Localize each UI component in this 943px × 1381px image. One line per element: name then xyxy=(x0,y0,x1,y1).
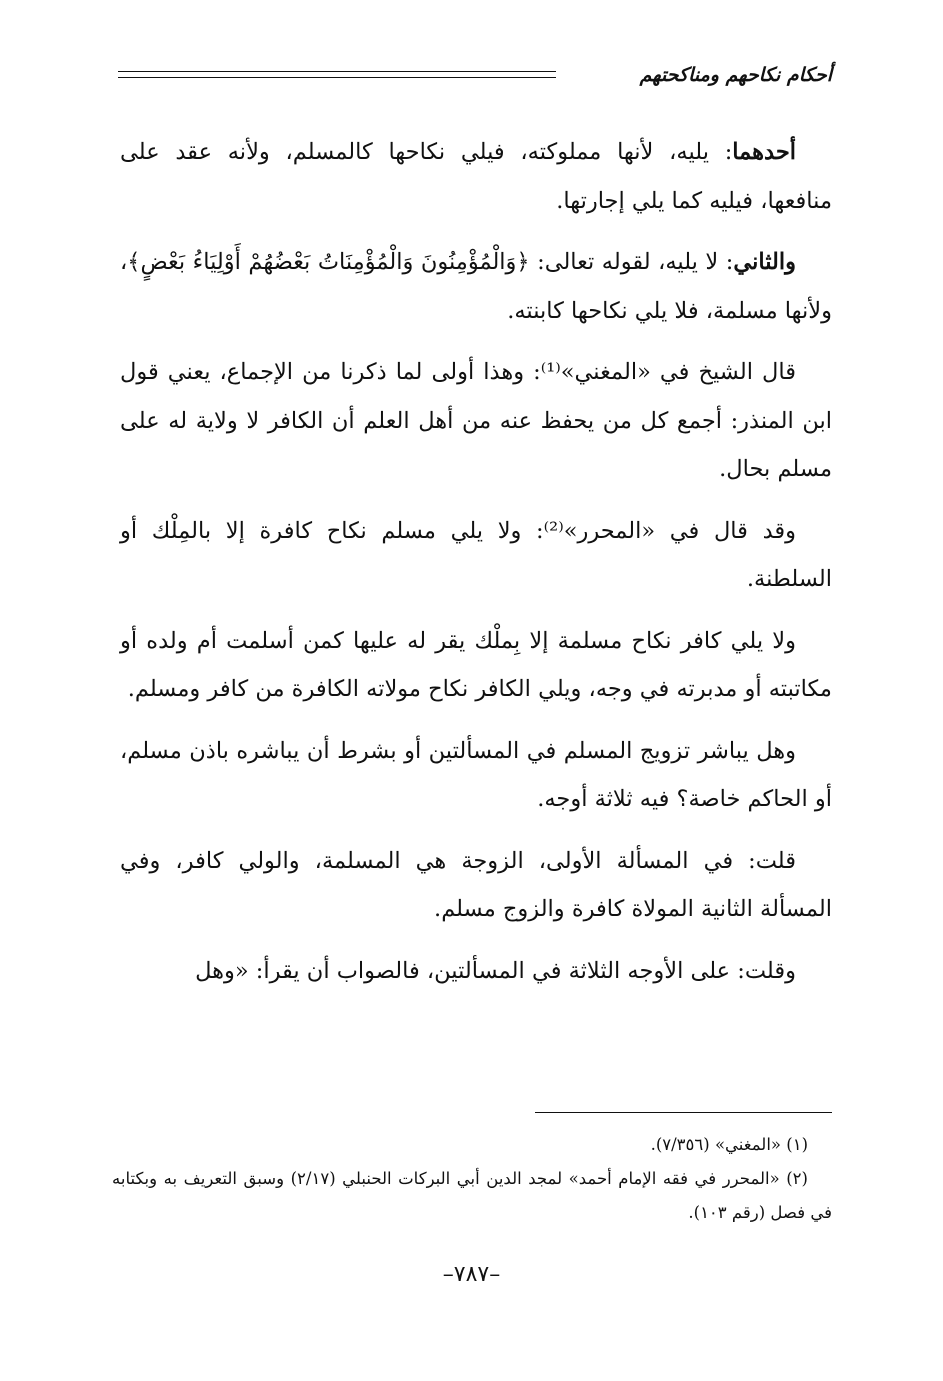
running-header xyxy=(118,62,832,92)
paragraph-text: وهل يباشر تزويج المسلم في المسألتين أو بشرط أن يباشره باذن مسلم، أو الحاكم خاصة؟ فيه ثلاثة أوجه. xyxy=(120,737,832,812)
footnote-separator xyxy=(535,1112,832,1113)
paragraph-3 xyxy=(120,348,832,494)
page-number: –٧٨٧– xyxy=(442,1262,501,1287)
footnotes xyxy=(112,1128,832,1230)
paragraph-text: : لا يليه، لقوله تعالى: ﴿وَالْمُؤْمِنُونَ وَالْمُؤْمِنَاتُ بَعْضُهُمْ أَوْلِيَاءُ بَعْضٍ﴾، ولأنها مسلمة، فلا يلي نكاحها كابنته. xyxy=(120,249,832,324)
paragraph-4 xyxy=(120,507,832,604)
paragraph-1 xyxy=(120,128,832,225)
running-title: أحكام نكاحهم ومناكحتهم xyxy=(639,64,832,86)
header-rule-lower xyxy=(118,77,556,78)
main-text xyxy=(120,128,832,1008)
paragraph-text: ولا يلي كافر نكاح مسلمة إلا بِملْك يقر له عليها كمن أسلمت أم ولده أو مكاتبته أو مدبرته في وجه، ويلي الكافر نكاح مولاته الكافرة من كافر ومسلم. xyxy=(120,627,832,702)
paragraph-5 xyxy=(120,617,832,714)
paragraph-text: قال الشيخ في «المغني»⁽¹⁾: وهذا أولى لما ذكرنا من الإجماع، يعني قول ابن المنذر: أجمع كل من يحفظ عنه من أهل العلم أن الكافر لا ولاية له على مسلم بحال. xyxy=(120,359,832,482)
paragraph-8 xyxy=(120,947,832,996)
paragraph-7 xyxy=(120,837,832,934)
footnote-1: (١) «المغني» (٧/٣٥٦). xyxy=(650,1135,808,1154)
paragraph-text: : يليه، لأنها مملوكته، فيلي نكاحها كالمسلم، ولأنه عقد على منافعها، فيليه كما يلي إجارتها. xyxy=(120,139,832,214)
paragraph-2 xyxy=(120,238,832,335)
paragraph-lead: أحدهما xyxy=(732,139,796,165)
paragraph-lead: والثاني xyxy=(733,249,796,275)
footnote-2: (٢) «المحرر في فقه الإمام أحمد» لمجد الدين أبي البركات الحنبلي (٢/١٧) وسبق التعريف به وبكتابه في فصل (رقم ١٠٣). xyxy=(112,1169,832,1222)
paragraph-text: قلت: في المسألة الأولى، الزوجة هي المسلمة، والولي كافر، وفي المسألة الثانية المولاة كافرة والزوج مسلم. xyxy=(120,847,832,922)
header-rule-upper xyxy=(118,71,556,72)
paragraph-6 xyxy=(120,727,832,824)
paragraph-text: وقد قال في «المحرر»⁽²⁾: ولا يلي مسلم نكاح كافرة إلا بالمِلْك أو السلطنة. xyxy=(120,517,832,592)
paragraph-text: وقلت: على الأوجه الثلاثة في المسألتين، فالصواب أن يقرأ: «وهل xyxy=(195,957,796,984)
